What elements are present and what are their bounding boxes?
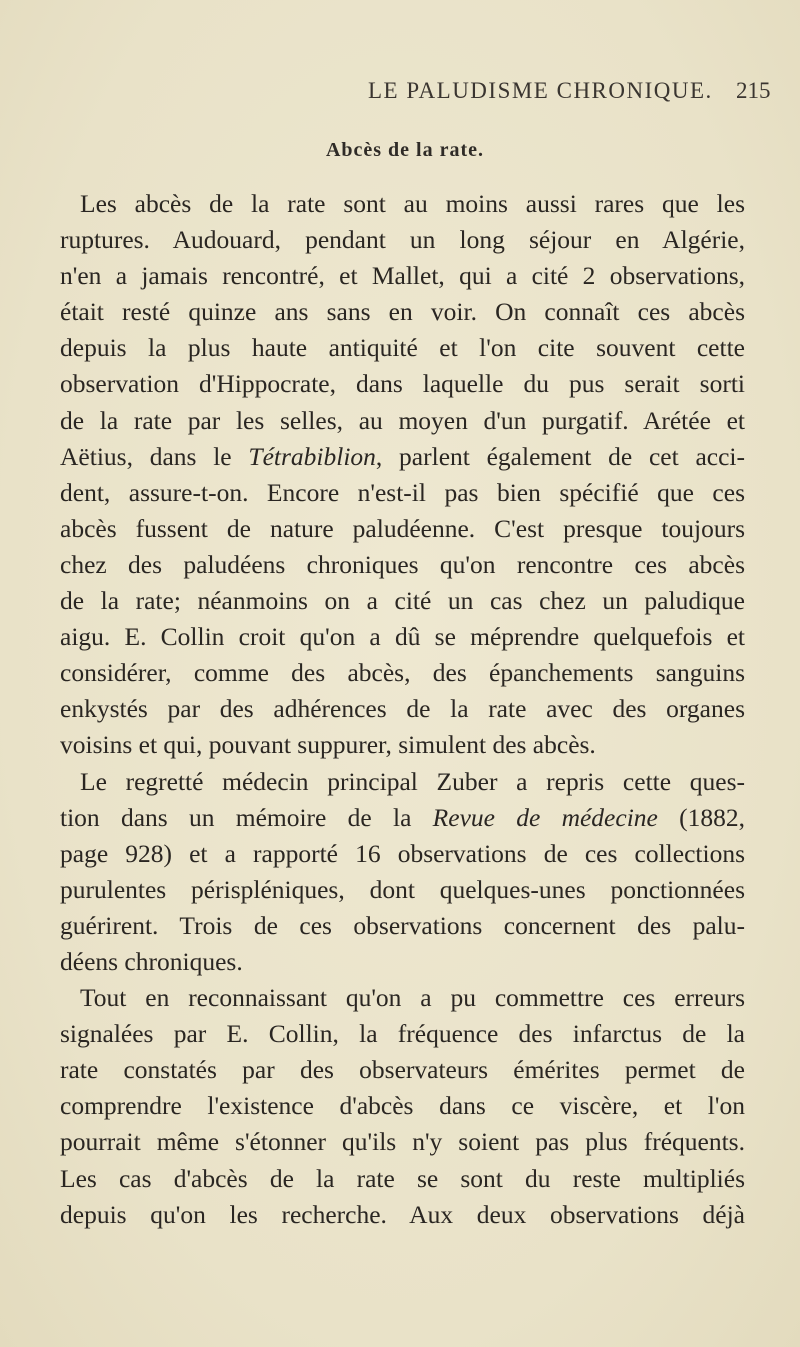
text-segment: de la rate par les selles, au moyen d'un purgatif. Arétée et <box>60 405 745 435</box>
text-segment: guérirent. Trois de ces observations concernent des palu- <box>60 910 745 940</box>
text-line <box>60 330 745 366</box>
text-segment: Les cas d'abcès de la rate se sont du reste multipliés <box>60 1163 745 1193</box>
running-head <box>0 78 800 108</box>
text-segment: voisins et qui, pouvant suppurer, simulent des abcès. <box>60 730 596 760</box>
text-segment: ruptures. Audouard, pendant un long séjour en Algérie, <box>60 225 745 255</box>
text-segment: depuis la plus haute antiquité et l'on cite souvent cette <box>60 333 745 363</box>
text-line <box>60 836 745 872</box>
text-segment: observation d'Hippocrate, dans laquelle du pus serait sorti <box>60 369 745 399</box>
text-line <box>60 691 745 727</box>
running-title: LE PALUDISME CHRONIQUE. <box>368 78 713 103</box>
text-segment: n'en a jamais rencontré, et Mallet, qui a cité 2 observations, <box>60 261 745 291</box>
page-number: 215 <box>736 78 771 103</box>
text-line <box>60 294 745 330</box>
text-line <box>60 980 745 1016</box>
text-segment: purulentes périspléniques, dont quelques-unes ponctionnées <box>60 874 745 904</box>
text-segment: rate constatés par des observateurs émérites permet de <box>60 1055 745 1085</box>
text-line <box>60 619 745 655</box>
text-line <box>60 944 745 980</box>
text-line <box>60 439 745 475</box>
text-segment: aigu. E. Collin croit qu'on a dû se méprendre quelquefois et <box>60 622 745 652</box>
text-segment: dent, assure-t-on. Encore n'est-il pas bien spécifié que ces <box>60 477 745 507</box>
text-segment: déens chroniques. <box>60 946 243 976</box>
text-line <box>60 1197 745 1233</box>
text-line <box>60 258 745 294</box>
body-text <box>60 186 745 1233</box>
text-segment: de la rate; néanmoins on a cité un cas chez un paludique <box>60 586 745 616</box>
section-title: Abcès de la rate. <box>325 139 485 161</box>
text-segment: abcès fussent de nature paludéenne. C'est presque toujours <box>60 513 745 543</box>
text-segment: pourrait même s'étonner qu'ils n'y soient pas plus fréquents. <box>60 1127 745 1157</box>
text-line <box>60 366 745 402</box>
text-line <box>60 872 745 908</box>
text-line <box>60 1124 745 1160</box>
text-segment: chez des paludéens chroniques qu'on rencontre ces abcès <box>60 549 745 579</box>
text-segment: considérer, comme des abcès, des épanchements sanguins <box>60 658 745 688</box>
text-line <box>60 186 745 222</box>
text-segment: signalées par E. Collin, la fréquence des infarctus de la <box>60 1019 745 1049</box>
text-segment: enkystés par des adhérences de la rate avec des organes <box>60 694 745 724</box>
text-segment: Le regretté médecin principal Zuber a repris cette ques- <box>80 766 745 796</box>
text-line <box>60 764 745 800</box>
text-line <box>60 475 745 511</box>
text-line <box>60 655 745 691</box>
text-line <box>60 583 745 619</box>
text-segment: Les abcès de la rate sont au moins aussi rares que les <box>80 189 745 218</box>
text-line <box>60 222 745 258</box>
text-line <box>60 547 745 583</box>
text-line <box>60 1088 745 1124</box>
text-segment: Aëtius, dans le <box>60 441 249 471</box>
text-segment: page 928) et a rapporté 16 observations de ces collections <box>60 838 745 868</box>
text-line <box>60 908 745 944</box>
italic-title: Revue de médecine <box>432 802 658 832</box>
text-segment: (1882, <box>657 802 745 832</box>
text-line <box>60 800 745 836</box>
text-line <box>60 1016 745 1052</box>
text-line <box>60 1161 745 1197</box>
text-line <box>60 727 745 763</box>
text-segment: , parlent également de cet acci- <box>375 441 745 471</box>
text-line <box>60 511 745 547</box>
text-segment: Tout en reconnaissant qu'on a pu commettre ces erreurs <box>80 983 745 1013</box>
text-line <box>60 1052 745 1088</box>
italic-title: Tétrabiblion <box>248 441 376 471</box>
text-segment: depuis qu'on les recherche. Aux deux observations déjà <box>60 1199 745 1229</box>
text-line <box>60 403 745 439</box>
text-segment: était resté quinze ans sans en voir. On connaît ces abcès <box>60 297 745 327</box>
text-segment: comprendre l'existence d'abcès dans ce viscère, et l'on <box>60 1091 745 1121</box>
text-segment: tion dans un mémoire de la <box>60 802 433 832</box>
